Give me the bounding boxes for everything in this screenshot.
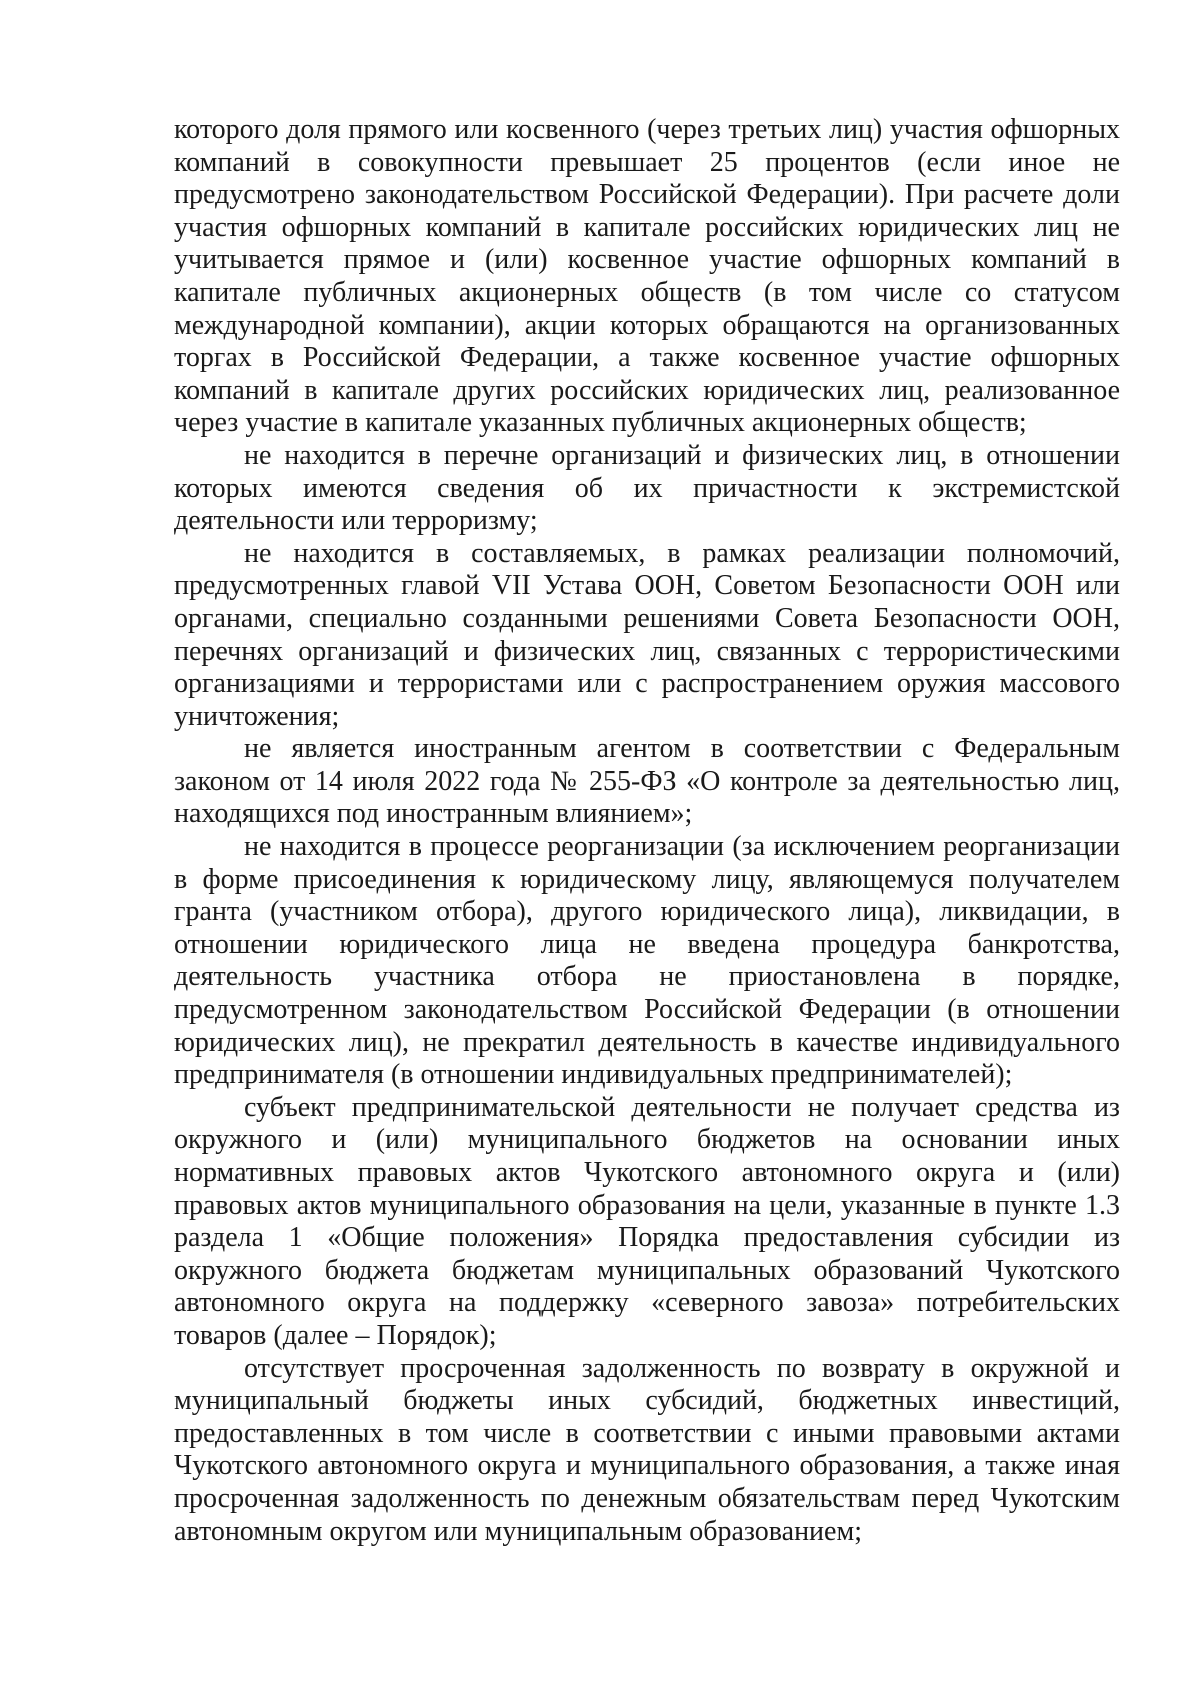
- paragraph-budget-funds: субъект предпринимательской деятельности не получает средства из окружного и (или) муниципального бюджетов на основании иных нормативных правовых актов Чукотского автономного округа и (или) правовых актов муниципального образования на цели, указанные в пункте 1.3 раздела 1 «Общие положения» Порядка предоставления субсидии из окружного бюджета бюджетам муниципальных образований Чукотского автономного округа на поддержку «северного завоза» потребительских товаров (далее – Порядок);: [174, 1091, 1120, 1351]
- paragraph-overdue-debt: отсутствует просроченная задолженность по возврату в окружной и муниципальный бюджеты иных субсидий, бюджетных инвестиций, предоставленных в том числе в соответствии с иными правовыми актами Чукотского автономного округа и муниципального образования, а также иная просроченная задолженность по денежным обязательствам перед Чукотским автономным округом или муниципальным образованием;: [174, 1352, 1120, 1547]
- document-body: [174, 114, 1120, 1548]
- paragraph-offshore-participation: которого доля прямого или косвенного (через третьих лиц) участия офшорных компаний в совокупности превышает 25 процентов (если иное не предусмотрено законодательством Российской Федерации). При расчете доли участия офшорных компаний в капитале российских юридических лиц не учитывается прямое и (или) косвенное участие офшорных компаний в капитале публичных акционерных обществ (в том числе со статусом международной компании), акции которых обращаются на организованных торгах в Российской Федерации, а также косвенное участие офшорных компаний в капитале других российских юридических лиц, реализованное через участие в капитале указанных публичных акционерных обществ;: [174, 114, 1120, 439]
- paragraph-un-sanctions-list: не находится в составляемых, в рамках реализации полномочий, предусмотренных главой VII Устава ООН, Советом Безопасности ООН или органами, специально созданными решениями Совета Безопасности ООН, перечнях организаций и физических лиц, связанных с террористическими организациями и террористами или с распространением оружия массового уничтожения;: [174, 537, 1120, 732]
- paragraph-reorganization: не находится в процессе реорганизации (за исключением реорганизации в форме присоединения к юридическому лицу, являющемуся получателем гранта (участником отбора), другого юридического лица), ликвидации, в отношении юридического лица не введена процедура банкротства, деятельность участника отбора не приостановлена в порядке, предусмотренном законодательством Российской Федерации (в отношении юридических лиц), не прекратил деятельность в качестве индивидуального предпринимателя (в отношении индивидуальных предпринимателей);: [174, 831, 1120, 1091]
- paragraph-foreign-agent: не является иностранным агентом в соответствии с Федеральным законом от 14 июля 2022 года № 255-ФЗ «О контроле за деятельностью лиц, находящихся под иностранным влиянием»;: [174, 733, 1120, 830]
- paragraph-extremism-list: не находится в перечне организаций и физических лиц, в отношении которых имеются сведения об их причастности к экстремистской деятельности или терроризму;: [174, 439, 1120, 537]
